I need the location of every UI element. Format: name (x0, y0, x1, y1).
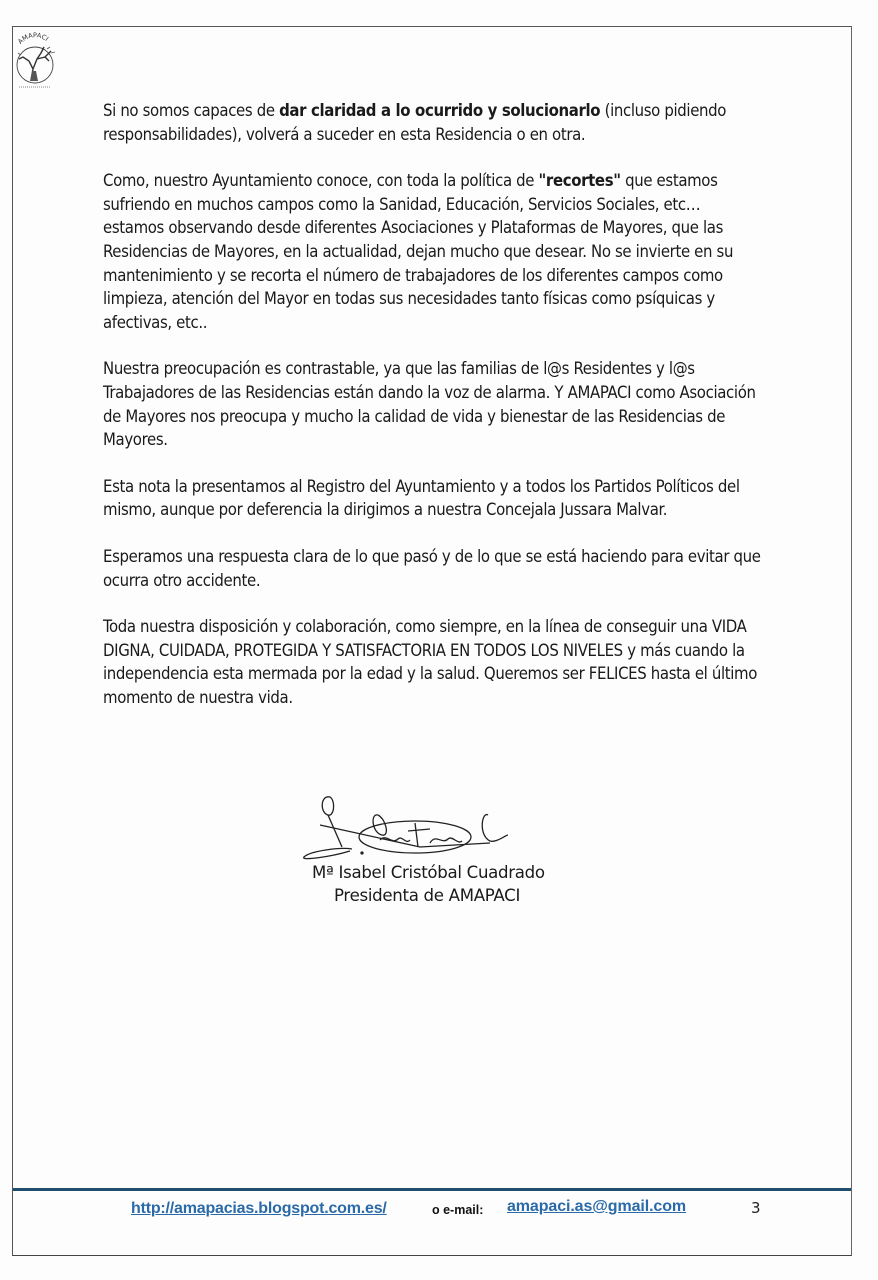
paragraph (103, 357, 763, 451)
signature-block (290, 785, 580, 915)
letter-body (103, 99, 763, 732)
bold-text: "recortes" (538, 171, 621, 191)
email-label: o e-mail: (432, 1203, 484, 1217)
signer-role: Presidenta de AMAPACI (334, 886, 521, 905)
handwritten-signature-icon (290, 785, 530, 865)
paragraph (103, 615, 763, 709)
page-number: 3 (751, 1199, 761, 1217)
footer (0, 1198, 878, 1222)
email-link[interactable]: amapaci.as@gmail.com (507, 1198, 687, 1215)
text-segment: Como, nuestro Ayuntamiento conoce, con toda la política de (103, 171, 539, 191)
footer-divider (13, 1188, 851, 1191)
paragraph (103, 99, 763, 146)
text-segment: Esta nota la presentamos al Registro del Ayuntamiento y a todos los Partidos Políticos del mismo, aunque por deferencia la dirigimos a nuestra Concejala Jussara Malvar. (103, 476, 740, 520)
blog-link[interactable]: http://amapacias.blogspot.com.es/ (131, 1200, 387, 1217)
paragraph (103, 475, 763, 522)
paragraph (103, 545, 763, 592)
text-segment: Esperamos una respuesta clara de lo que pasó y de lo que se está haciendo para evitar que ocurra otro accidente. (103, 546, 761, 590)
paragraph (103, 169, 763, 334)
signer-name: Mª Isabel Cristóbal Cuadrado (312, 863, 545, 882)
logo-text: AMAPACI (16, 31, 51, 46)
text-segment: que estamos sufriendo en muchos campos como la Sanidad, Educación, Servicios Sociales, etc… estamos observando desde diferentes Asociaciones y Plataformas de Mayores, que las Residencias de Mayores, en la actualidad, dejan mucho que desear. No se invierte en su mantenimiento y se recorta el número de trabajadores de los diferentes campos como limpieza, atención del Mayor en todas sus necesidades tanto físicas como psíquicas y afectivas, etc.. (103, 171, 734, 332)
text-segment: Toda nuestra disposición y colaboración, como siempre, en la línea de conseguir una VIDA DIGNA, CUIDADA, PROTEGIDA Y SATISFACTORIA EN TODOS LOS NIVELES y más cuando la independencia esta mermada por la edad y la salud. Queremos ser FELICES hasta el último momento de nuestra vida. (103, 617, 758, 707)
text-segment: Nuestra preocupación es contrastable, ya que las familias de l@s Residentes y l@s Trabajadores de las Residencias están dando la voz de alarma. Y AMAPACI como Asociación de Mayores nos preocupa y mucho la calidad de vida y bienestar de las Residencias de Mayores. (103, 359, 756, 450)
amapaci-logo (11, 27, 59, 91)
text-segment: Si no somos capaces de (103, 101, 280, 120)
text-segment: (incluso pidiendo responsabilidades), volverá a suceder en esta Residencia o en otra. (103, 101, 727, 144)
tree-logo-icon (11, 27, 59, 91)
bold-text: dar claridad a lo ocurrido y solucionarlo (279, 101, 601, 120)
